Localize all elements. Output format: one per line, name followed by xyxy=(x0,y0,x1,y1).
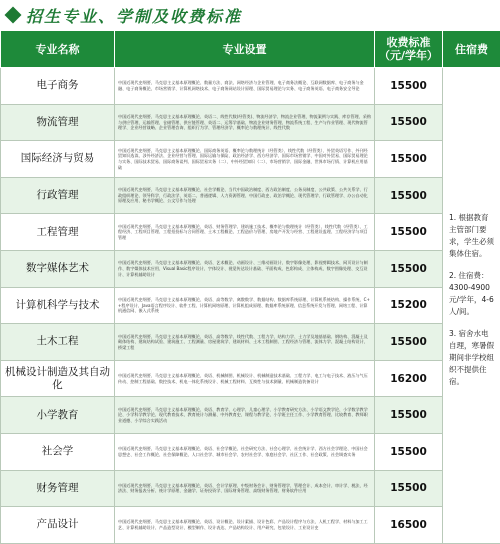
fee-value: 16500 xyxy=(375,507,443,544)
major-name: 物流管理 xyxy=(1,104,115,141)
major-name: 社会学 xyxy=(1,433,115,470)
lodging-note: 2. 住宿费：4300-4900元/学年，4-6人/间。 xyxy=(449,270,494,318)
table-row xyxy=(1,214,500,251)
header-courses: 专业设置 xyxy=(115,31,375,68)
lodging-note: 1. 根据教育主管部门要求，学生必须集体住宿。 xyxy=(449,212,494,260)
fee-value: 15500 xyxy=(375,68,443,105)
course-list: 中国近现代史纲要、马克思主义基本原理概论、英语、艺术概论、动画设计、三维动画设计、数字影像处理、影视剪辑技术、网页设计与制作、数字媒体技术应用、Visual Basic程序设计、字体设计、视觉传达设计基础、平面构成、色彩构成、立体构成、数字图像处理、交互设计、计算机辅助设计 xyxy=(115,250,375,287)
course-list: 中国近现代史纲要、马克思主义基本原理概论、英语、会计学原理、中级财务会计、财务管理学、管理会计、成本会计、审计学、税法、经济法、财务报表分析、统计学原理、金融学、证券投资学、国际财务管理、高级财务管理、财务软件应用 xyxy=(115,470,375,507)
table-row xyxy=(1,324,500,361)
table-row xyxy=(1,397,500,434)
table-row xyxy=(1,360,500,397)
major-name: 电子商务 xyxy=(1,68,115,105)
fee-value: 15500 xyxy=(375,470,443,507)
course-list: 中国近现代史纲要、马克思主义基本原理概论、英语、社会学概论、社会研究方法、社会心理学、社会统计学、西方社会学理论、中国社会思想史、社会工作概论、社会保障概论、人口社会学、城市社会学、农村社会学、家庭社会学、社区工作、社会政策、社会调查实务 xyxy=(115,433,375,470)
table-row xyxy=(1,68,500,105)
major-name: 土木工程 xyxy=(1,324,115,361)
major-name: 小学教育 xyxy=(1,397,115,434)
fee-value: 15500 xyxy=(375,104,443,141)
title-bar xyxy=(0,0,500,30)
table-row xyxy=(1,141,500,178)
fee-value: 15500 xyxy=(375,177,443,214)
major-name: 机械设计制造及其自动化 xyxy=(1,360,115,397)
course-list: 中国近现代史纲要、马克思主义基本原理概论、英语、教育学、心理学、儿童心理学、小学教育研究方法、小学语文教学论、小学数学教学论、小学科学教学论、现代教育技术、教育统计与测量、中外教育史、课程与教学论、小学班主任工作、小学教育管理、比较教育、教师职业道德、小学综合实践活动 xyxy=(115,397,375,434)
table-row xyxy=(1,104,500,141)
course-list: 中国近现代史纲要、马克思主义基本原理概论、英语、设计概论、设计素描、设计色彩、产品设计程序与方法、人机工程学、材料与加工工艺、计算机辅助设计、产品造型设计、模型制作、设计表达、产品结构设计、用户研究、包装设计、工业设计史 xyxy=(115,507,375,544)
major-name: 数字媒体艺术 xyxy=(1,250,115,287)
fee-value: 15500 xyxy=(375,397,443,434)
table-header-row xyxy=(1,31,500,68)
header-major: 专业名称 xyxy=(1,31,115,68)
fee-value: 15500 xyxy=(375,433,443,470)
course-list: 中国近现代史纲要、马克思主义基本原理概论、英语、机械制图、机械设计、机械制造技术基础、工程力学、电工与电子技术、液压与气压传动、控制工程基础、数控技术、机电一体化系统设计、机械工程材料、互换性与技术测量、机械制造装备设计 xyxy=(115,360,375,397)
page-title: 招生专业、学制及收费标准 xyxy=(26,4,242,27)
course-list: 中国近现代史纲要、马克思主义基本原理概论、英语二、线性代数(经管类)、物流经济学、物流企业管理、物流案例与实践、库存管理、采购与供应管理、运输管理、仓储管理、供应链管理、英语二、运筹学基础、物流企业财务管理、物流系统工程、生产与作业管理、现代物流管理学、企业经营战略、企业管理咨询、组织行为学、管理经济学、概率论与数理统计、线性代数 xyxy=(115,104,375,141)
major-name: 产品设计 xyxy=(1,507,115,544)
major-name: 行政管理 xyxy=(1,177,115,214)
course-list: 中国近现代史纲要、马克思主义基本原理概论、社会学概论、当代中国政治制度、西方政治制度、公务员制度、公共政策、公共关系学、行政组织理论、领导科学、行政法学、英语二、普通逻辑、人力资源管理、中国行政史、政治学概论、现代管理学、行政管理学、办公自动化原理及应用、秘书学概论、公文写作与处理 xyxy=(115,177,375,214)
fee-value: 15500 xyxy=(375,324,443,361)
table-row xyxy=(1,470,500,507)
lodging-note: 3. 宿舍水电自理，寒暑假期间非学校组织不提供住宿。 xyxy=(449,328,494,388)
course-list: 中国近现代史纲要、马克思主义基本原理概论、英语、高等数学、离散数学、数据结构、数据库系统原理、计算机系统结构、操作系统、C++程序设计、Java语言程序设计、软件工程、计算机网络原理、计算机组成原理、数据库系统原理、信息系统开发与管理、网络工程、计算机通信网、嵌入式系统 xyxy=(115,287,375,324)
course-list: 中国近现代史纲要、马克思主义基本原理概论、国际商务英语、概率论与数理统计（经管类）、线性代数（经管类）、外贸英语写作、外刊经贸知识选读、涉外经济法、企业经营与管理、国际运输与保险、政治经济学、西方经济学、国际市场营销学、中国对外贸易、国际贸易理论与实务、国际技术贸易、国际商务谈判、国际贸易实务（二）、中外经贸知识（二）、市场营销学、国际金融、世界市场行情、计算机应用基础 xyxy=(115,141,375,178)
fee-value: 15500 xyxy=(375,214,443,251)
major-name: 工程管理 xyxy=(1,214,115,251)
table-row xyxy=(1,250,500,287)
fee-value: 15200 xyxy=(375,287,443,324)
header-fee: 收费标准（元/学年） xyxy=(375,31,443,68)
diamond-icon xyxy=(5,7,22,24)
fee-value: 16200 xyxy=(375,360,443,397)
major-name: 计算机科学与技术 xyxy=(1,287,115,324)
fee-value: 15500 xyxy=(375,250,443,287)
fee-table xyxy=(0,30,500,544)
course-list: 中国近现代史纲要、马克思主义基本原理概论、数量方法、商法、网络经济与企业管理、电子商务法概论、互联网数据库、电子商务与金融、电子商务概论、市场营销学、计算机网络技术、电子商务网站设计原理、国际贸易理论与实务、电子商务英语、电子商务安全导论 xyxy=(115,68,375,105)
table-row xyxy=(1,177,500,214)
table-row xyxy=(1,433,500,470)
major-name: 财务管理 xyxy=(1,470,115,507)
header-lodging: 住宿费 xyxy=(443,31,500,68)
table-row xyxy=(1,287,500,324)
lodging-notes xyxy=(443,68,500,544)
course-list: 中国近现代史纲要、马克思主义基本原理概论、英语、高等数学、线性代数、工程力学、结构力学、土力学及地基基础、钢结构、混凝土及砌体结构、建筑结构试验、建筑施工、工程测量、房屋建筑学、建筑材料、土木工程制图、工程经济与管理、流体力学、混凝土结构设计、桥梁工程 xyxy=(115,324,375,361)
major-name: 国际经济与贸易 xyxy=(1,141,115,178)
fee-value: 15500 xyxy=(375,141,443,178)
course-list: 中国近现代史纲要、马克思主义基本原理概论、英语、财务管理学、建筑施工技术、概率论与数理统计（经管类）、线性代数（经管类）、工程经济、工程项目管理、工程招投标与合同管理、土木工程概论、工程造价与管理、房地产开发与经营、工程建设监理、工程经济学与项目管理 xyxy=(115,214,375,251)
